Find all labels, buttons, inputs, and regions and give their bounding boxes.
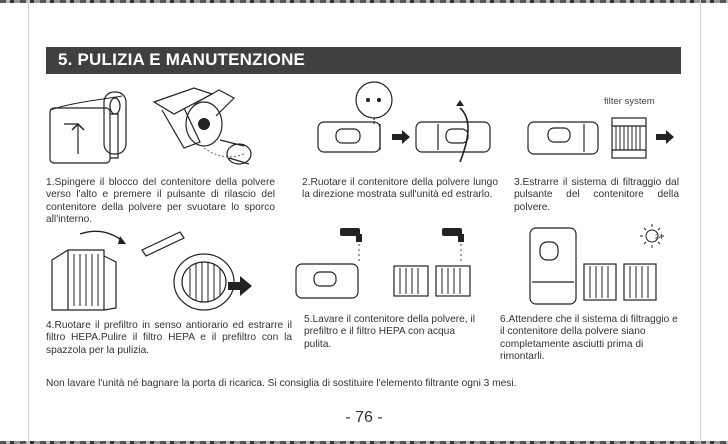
step2-caption: 2.Ruotare il contenitore della polvere lungo la direzione mostrata sull'unità ed estrarlo. [302, 177, 498, 201]
sun-hours-label: 24 [655, 234, 663, 241]
step5-caption: 5.Lavare il contenitore della polvere, il prefiltro e il filtro HEPA con acqua pulita. [304, 314, 476, 350]
page-number: - 76 - [345, 409, 383, 426]
step3-illustration [522, 104, 682, 164]
scan-edge-top [0, 0, 728, 3]
step4-illustration [44, 226, 284, 318]
filter-system-label: filter system [604, 96, 655, 107]
section-title: 5. PULIZIA E MANUTENZIONE [58, 50, 306, 69]
step3-caption: 3.Estrarre il sistema di filtraggio dal pulsante del contenitore della polvere. [514, 177, 679, 213]
step5-illustration [290, 224, 490, 312]
footnote: Non lavare l'unità né bagnare la porta di ricarica. Si consiglia di sostituire l'elemento filtrante ogni 3 mesi. [46, 378, 517, 389]
step1-illustration [44, 84, 269, 174]
step1-caption: 1.Spingere il blocco del contenitore della polvere verso l'alto e premere il pulsante di rilascio del contenitore della polvere per svuotare lo sporco all'interno. [46, 177, 275, 226]
page-border-left [28, 0, 29, 444]
step6-caption: 6.Attendere che il sistema di filtraggio e il contenitore della polvere siano completamente asciutti prima di rimontarli. [500, 314, 678, 363]
step4-caption: 4.Ruotare il prefiltro in senso antiorario ed estrarre il filtro HEPA.Pulire il filtro HEPA e il prefiltro con la spazzola per la pulizia. [46, 320, 292, 356]
page-border-right [700, 0, 701, 444]
step2-illustration [310, 78, 500, 170]
